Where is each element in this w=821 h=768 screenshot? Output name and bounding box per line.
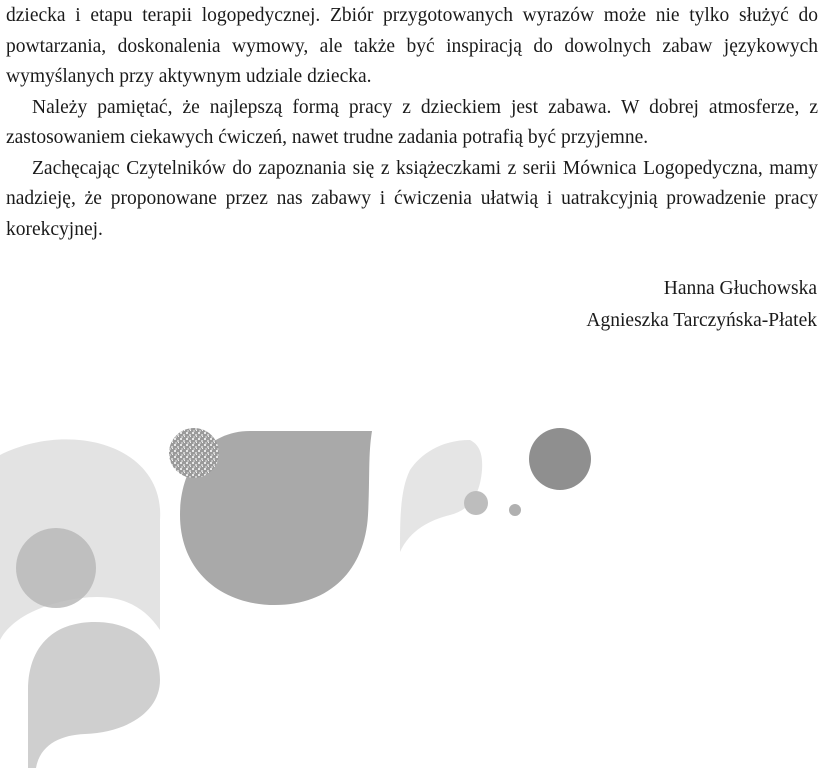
small-dot-2 — [509, 504, 521, 516]
signature-block — [586, 273, 817, 337]
body-text — [6, 1, 818, 245]
small-dot-1 — [464, 491, 488, 515]
dark-circle-right — [529, 428, 591, 490]
paragraph-2: Należy pamiętać, że najlepszą formą pracy z dzieckiem jest zabawa. W dobrej atmosferze, z zastosowaniem ciekawych ćwiczeń, nawet trudne zadania potrafią być przyjemne. — [6, 96, 818, 148]
gray-circle-left — [16, 528, 96, 608]
decorative-bubbles — [0, 420, 821, 768]
paragraph-3: Zachęcając Czytelników do zapoznania się z książeczkami z serii Mównica Logopedyczna, mamy nadzieję, że proponowane przez nas zabawy i ćwiczenia ułatwią i uatrakcyjnią prowadzenie pracy korekcyjnej. — [6, 157, 818, 240]
light-bubble-bottom — [28, 622, 160, 768]
author-name-1: Hanna Głuchowska — [663, 278, 817, 299]
author-name-2: Agnieszka Tarczyńska-Płatek — [586, 310, 817, 331]
glitter-circle — [169, 428, 219, 478]
paragraph-1: dziecka i etapu terapii logopedycznej. Zbiór przygotowanych wyrazów może nie tylko służyć do powtarzania, doskonalenia wymowy, ale także być inspiracją do dowolnych zabaw językowych wymyślanych przy aktywnym udziale dziecka. — [6, 5, 818, 87]
